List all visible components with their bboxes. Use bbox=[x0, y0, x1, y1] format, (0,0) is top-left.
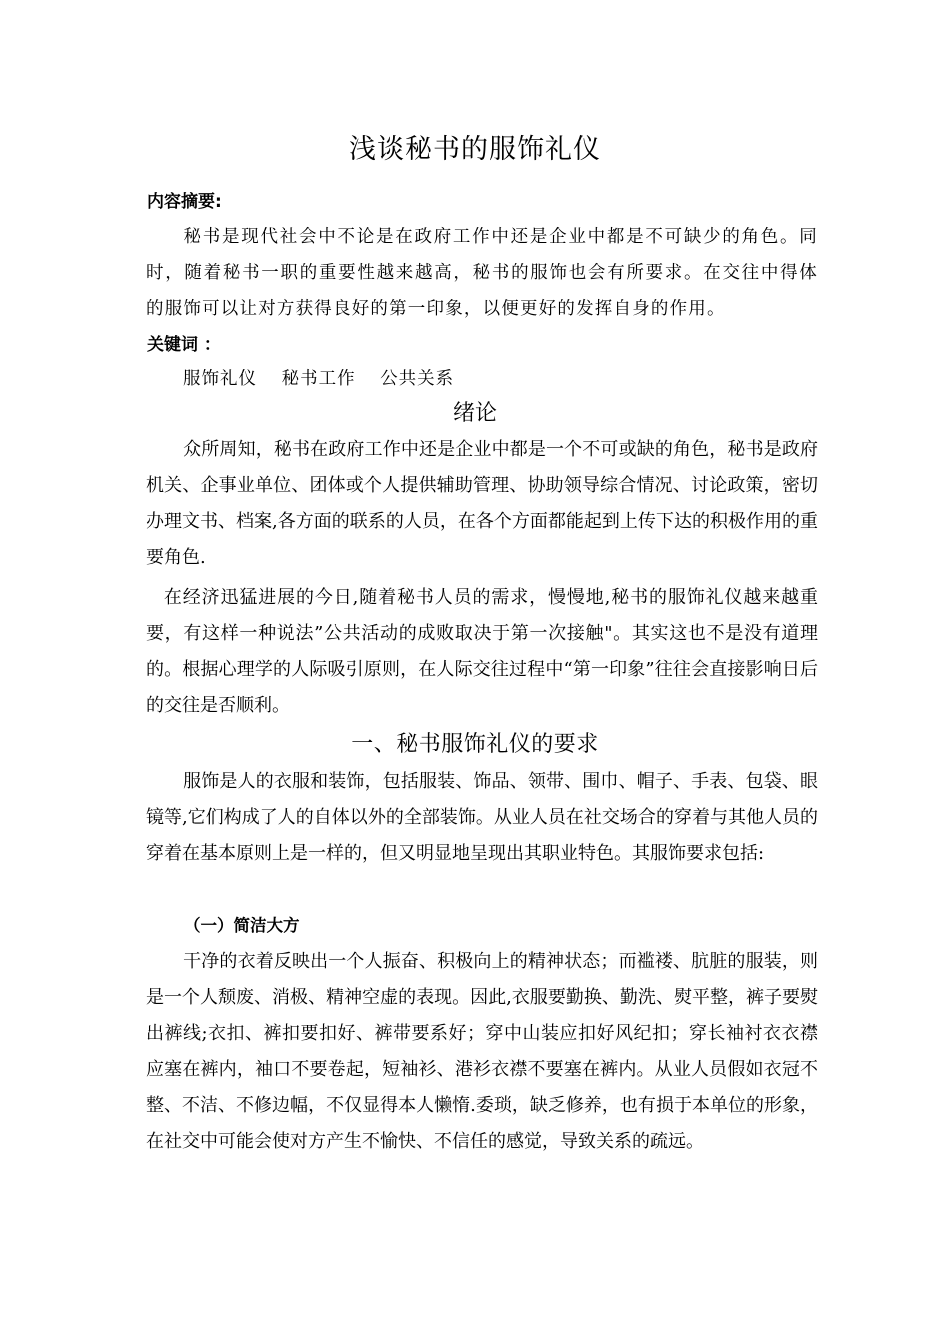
intro-heading: 绪论 bbox=[452, 401, 497, 426]
subsection-1-paragraph-text: 干净的衣着反映出一个人振奋、积极向上的精神状态；而褴褛、肮脏的服装，则是一个人颓废、消极、精神空虚的表现。因此,衣服要勤换、勤洗、熨平整，裤子要熨出裤线;衣扣、裤扣要扣好、裤带要系好；穿中山装应扣好风纪扣；穿长袖衬衣衣襟应塞在裤内，袖口不要卷起，短袖衫、港衫衣襟不要塞在裤内。从业人员假如衣冠不整、不洁、不修边幅，不仅显得本人懒惰.委琐，缺乏修养，也有损于本单位的形象，在社交中可能会使对方产生不愉快、不信任的感觉，导致关系的疏远。 bbox=[146, 951, 818, 1152]
document-title: 浅谈秘书的服饰礼仪 bbox=[349, 134, 601, 165]
section-1-paragraph bbox=[146, 764, 818, 872]
intro-paragraph-2-text: 在经济迅猛进展的今日,随着秘书人员的需求，慢慢地,秘书的服饰礼仪越来越重要，有这样一种说法”公共活动的成败取决于第一次接触"。其实这也不是没有道理的。根据心理学的人际吸引原则，在人际交往过程中“第一印象”往往会直接影响日后的交往是否顺利。 bbox=[146, 587, 818, 716]
section-1-paragraph-text: 服饰是人的衣服和装饰，包括服装、饰品、领带、围巾、帽子、手表、包袋、眼镜等,它们构成了人的自体以外的全部装饰。从业人员在社交场合的穿着与其他人员的穿着在基本原则上是一样的，但又明显地呈现出其职业特色。其服饰要求包括: bbox=[146, 771, 818, 864]
abstract-label: 内容摘要: bbox=[147, 192, 222, 212]
subsection-1-paragraph bbox=[146, 944, 818, 1160]
intro-paragraph-1 bbox=[146, 432, 818, 576]
intro-paragraph-1-text: 众所周知，秘书在政府工作中还是企业中都是一个不可或缺的角色，秘书是政府机关、企事业单位、团体或个人提供辅助管理、协助领导综合情况、讨论政策，密切办理文书、档案,各方面的联系的人员，在各个方面都能起到上传下达的积极作用的重要角色. bbox=[146, 439, 818, 568]
abstract-text: 秘书是现代社会中不论是在政府工作中还是企业中都是不可缺少的角色。同时，随着秘书一职的重要性越来越高，秘书的服饰也会有所要求。在交往中得体的服饰可以让对方获得良好的第一印象，以便更好的发挥自身的作用。 bbox=[146, 227, 818, 319]
subsection-1-heading: （一）简洁大方 bbox=[184, 916, 300, 935]
keywords-list bbox=[183, 364, 472, 394]
keyword-item: 公共关系 bbox=[380, 369, 455, 389]
keyword-item: 秘书工作 bbox=[281, 369, 356, 389]
section-1-heading: 一、秘书服饰礼仪的要求 bbox=[351, 732, 599, 757]
keyword-item: 服饰礼仪 bbox=[183, 369, 257, 389]
abstract-paragraph bbox=[146, 219, 818, 327]
intro-paragraph-2 bbox=[146, 580, 818, 724]
keywords-label: 关键词 ： bbox=[147, 335, 221, 355]
